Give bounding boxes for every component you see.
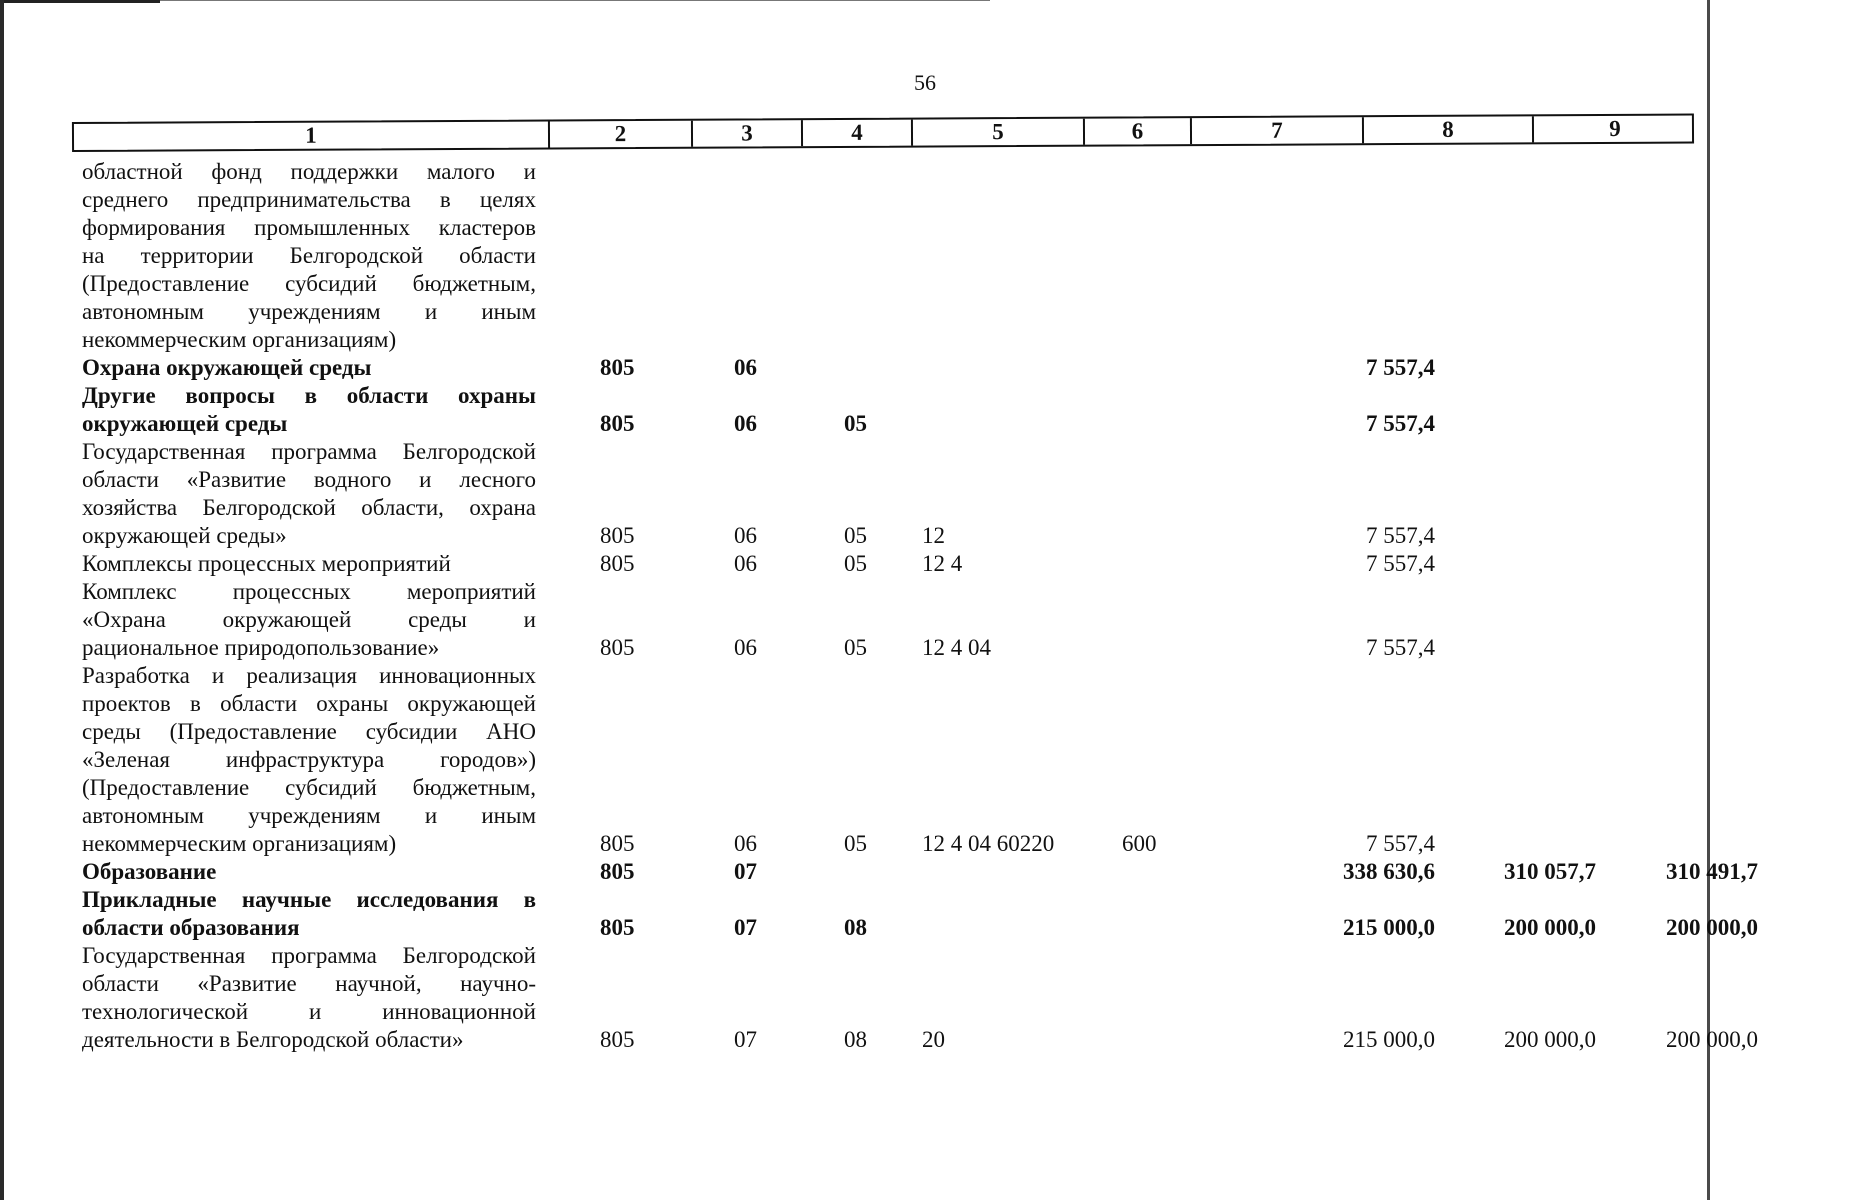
cell-section: 07 xyxy=(734,915,757,940)
cell-grbs: 805 xyxy=(600,523,635,548)
cell-amount-year1: 7 557,4 xyxy=(1366,551,1435,576)
table-row xyxy=(82,858,1758,886)
cell-amount-year1: 7 557,4 xyxy=(1366,831,1435,856)
table-row xyxy=(82,662,1702,858)
description-line: «Зеленая инфраструктура городов») xyxy=(82,747,536,772)
cell-amount-year1: 215 000,0 xyxy=(1343,1027,1435,1052)
description-line: Государственная программа Белгородской xyxy=(82,439,536,464)
cell-amount-year2: 200 000,0 xyxy=(1504,1027,1596,1052)
cell-grbs: 805 xyxy=(600,1027,635,1052)
description-line: областной фонд поддержки малого и xyxy=(82,159,536,184)
cell-amount-year1: 7 557,4 xyxy=(1366,411,1435,436)
cell-subsection: 05 xyxy=(844,635,867,660)
cell-grbs: 805 xyxy=(600,915,635,940)
cell-amount-year1: 215 000,0 xyxy=(1343,915,1435,940)
row-description xyxy=(82,354,536,382)
row-description xyxy=(82,382,536,438)
header-col-4: 4 xyxy=(801,120,911,147)
cell-subsection: 05 xyxy=(844,551,867,576)
cell-section: 06 xyxy=(734,523,757,548)
cell-amount-year1: 338 630,6 xyxy=(1343,859,1435,884)
row-description xyxy=(82,438,536,550)
description-line: «Охрана окружающей среды и xyxy=(82,607,536,632)
scan-border-top-thin xyxy=(160,0,990,1)
header-col-5: 5 xyxy=(911,119,1083,146)
row-description xyxy=(82,886,536,942)
row-description xyxy=(82,942,536,1054)
cell-section: 06 xyxy=(734,635,757,660)
cell-subsection: 05 xyxy=(844,523,867,548)
cell-amount-year3: 310 491,7 xyxy=(1666,859,1758,884)
header-col-6: 6 xyxy=(1083,118,1190,145)
cell-grbs: 805 xyxy=(600,411,635,436)
cell-grbs: 805 xyxy=(600,859,635,884)
cell-subsection: 05 xyxy=(844,411,867,436)
description-line: формирования промышленных кластеров xyxy=(82,215,536,240)
cell-subsection: 08 xyxy=(844,1027,867,1052)
cell-section: 07 xyxy=(734,859,757,884)
description-line: на территории Белгородской области xyxy=(82,243,536,268)
description-line: некоммерческим организациям) xyxy=(82,327,397,352)
description-line: рациональное природопользование» xyxy=(82,635,440,660)
table-row xyxy=(82,158,1702,354)
cell-grbs: 805 xyxy=(600,635,635,660)
row-description xyxy=(82,662,536,858)
cell-amount-year1: 7 557,4 xyxy=(1366,355,1435,380)
table-row xyxy=(82,550,1702,578)
table-row xyxy=(82,942,1758,1054)
description-line: автономным учреждениям и иным xyxy=(82,803,536,828)
description-line: деятельности в Белгородской области» xyxy=(82,1027,464,1052)
table-row xyxy=(82,578,1702,662)
scan-border-left xyxy=(0,0,4,1200)
table-row xyxy=(82,354,1702,382)
cell-grbs: 805 xyxy=(600,551,635,576)
cell-grbs: 805 xyxy=(600,355,635,380)
header-col-8: 8 xyxy=(1362,116,1532,143)
cell-section: 06 xyxy=(734,411,757,436)
cell-amount-year1: 7 557,4 xyxy=(1366,523,1435,548)
description-line: автономным учреждениям и иным xyxy=(82,299,536,324)
scan-border-right xyxy=(1707,0,1710,1200)
description-line: области «Развитие водного и лесного xyxy=(82,467,536,492)
description-line: Государственная программа Белгородской xyxy=(82,943,536,968)
description-line: окружающей среды» xyxy=(82,523,287,548)
description-line: проектов в области охраны окружающей xyxy=(82,691,536,716)
row-description xyxy=(82,858,536,886)
cell-target-article: 12 xyxy=(922,523,945,548)
description-line: области «Развитие научной, научно- xyxy=(82,971,536,996)
table-row xyxy=(82,886,1758,942)
description-line: (Предоставление субсидий бюджетным, xyxy=(82,775,536,800)
header-col-3: 3 xyxy=(691,120,801,147)
description-line: некоммерческим организациям) xyxy=(82,831,397,856)
cell-section: 07 xyxy=(734,1027,757,1052)
cell-grbs: 805 xyxy=(600,831,635,856)
header-col-7: 7 xyxy=(1190,117,1362,144)
description-line: среды (Предоставление субсидии АНО xyxy=(82,719,536,744)
cell-section: 06 xyxy=(734,551,757,576)
description-line: технологической и инновационной xyxy=(82,999,536,1024)
description-line: хозяйства Белгородской области, охрана xyxy=(82,495,536,520)
cell-amount-year2: 200 000,0 xyxy=(1504,915,1596,940)
description-line: окружающей среды xyxy=(82,411,288,436)
description-line: Комплексы процессных мероприятий xyxy=(82,551,451,576)
cell-amount-year3: 200 000,0 xyxy=(1666,915,1758,940)
description-line: Другие вопросы в области охраны xyxy=(82,383,536,408)
description-line: Прикладные научные исследования в xyxy=(82,887,536,912)
description-line: среднего предпринимательства в целях xyxy=(82,187,536,212)
cell-section: 06 xyxy=(734,355,757,380)
row-description xyxy=(82,578,536,662)
table-row xyxy=(82,382,1702,438)
header-col-2: 2 xyxy=(548,121,691,148)
cell-amount-year3: 200 000,0 xyxy=(1666,1027,1758,1052)
cell-amount-year2: 310 057,7 xyxy=(1504,859,1596,884)
description-line: области образования xyxy=(82,915,300,940)
description-line: Охрана окружающей среды xyxy=(82,355,372,380)
scan-border-top xyxy=(0,0,160,3)
cell-amount-year1: 7 557,4 xyxy=(1366,635,1435,660)
cell-subsection: 08 xyxy=(844,915,867,940)
cell-expense-type: 600 xyxy=(1122,831,1157,856)
description-line: Комплекс процессных мероприятий xyxy=(82,579,536,604)
header-col-1: 1 xyxy=(305,122,317,148)
cell-target-article: 12 4 04 xyxy=(922,635,991,660)
row-description xyxy=(82,550,536,578)
cell-target-article: 12 4 04 60220 xyxy=(922,831,1055,856)
cell-section: 06 xyxy=(734,831,757,856)
row-description xyxy=(82,158,536,354)
header-col-9: 9 xyxy=(1532,115,1696,142)
cell-target-article: 12 4 xyxy=(922,551,963,576)
table-row xyxy=(82,438,1702,550)
description-line: Разработка и реализация инновационных xyxy=(82,663,536,688)
cell-subsection: 05 xyxy=(844,831,867,856)
page-number: 56 xyxy=(914,70,936,95)
description-line: (Предоставление субсидий бюджетным, xyxy=(82,271,536,296)
cell-target-article: 20 xyxy=(922,1027,945,1052)
description-line: Образование xyxy=(82,859,217,884)
table-header xyxy=(72,114,1694,152)
